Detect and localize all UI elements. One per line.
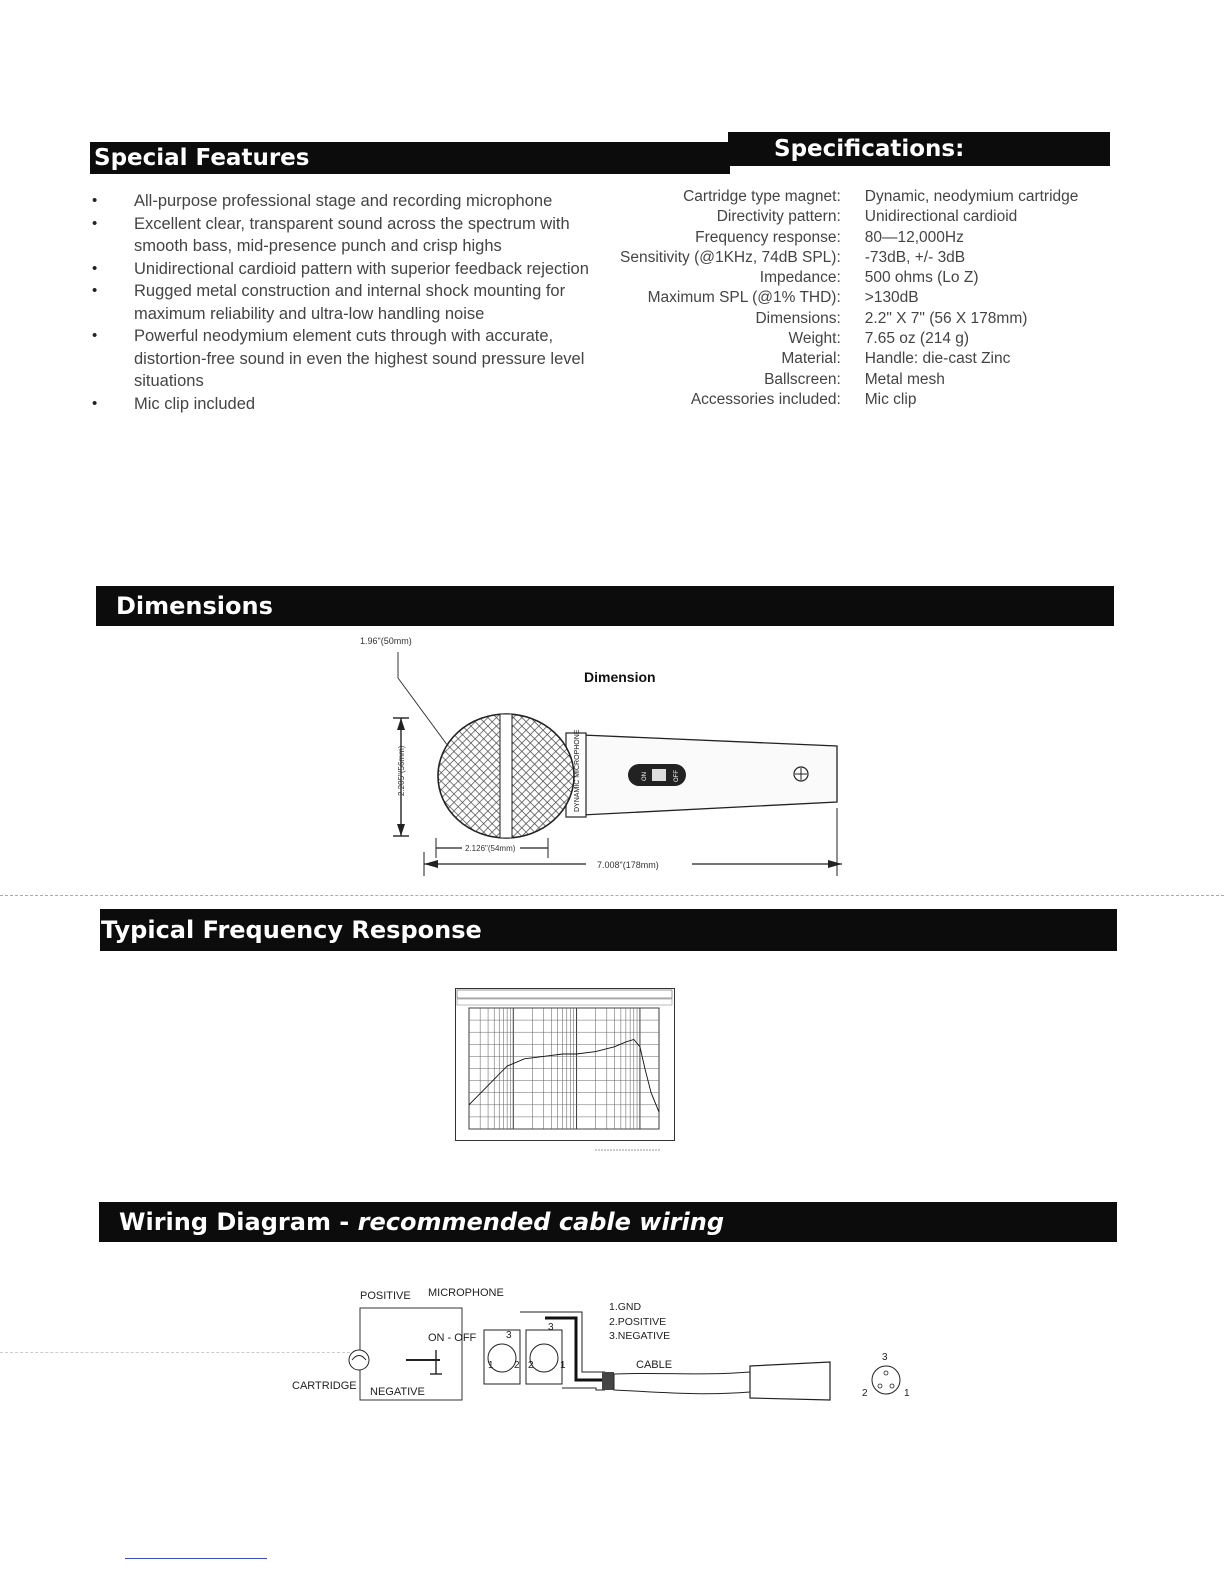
frequency-response-chart bbox=[455, 988, 677, 1156]
length-dimension-label: 7.008"(178mm) bbox=[597, 860, 659, 870]
feature-item: • All-purpose professional stage and recording microphone bbox=[90, 190, 600, 213]
pin-positive-label: 2.POSITIVE bbox=[609, 1316, 667, 1328]
spec-label: Material: bbox=[781, 350, 841, 368]
female-pin-2: 2 bbox=[862, 1388, 868, 1399]
feature-item: • Unidirectional cardioid pattern with superior feedback rejection bbox=[90, 258, 600, 281]
wiring-header-bar bbox=[99, 1202, 1117, 1242]
cable-pin-2: 2 bbox=[528, 1360, 534, 1371]
spec-label: Weight: bbox=[788, 330, 841, 348]
cable-xlr-pins bbox=[530, 1344, 558, 1372]
wiring-diagram bbox=[0, 1270, 1224, 1430]
grille-band bbox=[500, 714, 512, 838]
on-off-switch-slider bbox=[652, 769, 666, 781]
wire-bundle bbox=[562, 1388, 605, 1390]
chart-toolbar bbox=[457, 990, 672, 998]
spec-value: >130dB bbox=[864, 289, 919, 307]
spec-value: -73dB, +/- 3dB bbox=[864, 248, 966, 266]
pin-negative-label: 3.NEGATIVE bbox=[609, 1330, 671, 1342]
female-xlr-plug bbox=[750, 1362, 830, 1400]
dimensions-heading: Dimensions bbox=[116, 592, 273, 620]
mic-pin-2: 2 bbox=[514, 1360, 520, 1371]
mic-pin-1: 1 bbox=[488, 1360, 494, 1371]
length-arrow-right bbox=[828, 860, 842, 868]
female-pin-3: 3 bbox=[882, 1352, 888, 1363]
spec-value: 500 ohms (Lo Z) bbox=[864, 269, 979, 287]
switch-label: ON - OFF bbox=[428, 1332, 477, 1344]
footer-link-underline bbox=[125, 1558, 267, 1559]
special-features-heading: Special Features bbox=[94, 145, 310, 171]
dashed-divider bbox=[0, 895, 1224, 896]
spec-label: Sensitivity (@1KHz, 74dB SPL): bbox=[620, 248, 841, 266]
female-pin-1: 1 bbox=[904, 1388, 910, 1399]
switch-on-label: ON bbox=[642, 772, 648, 781]
spec-label: Frequency response: bbox=[695, 228, 841, 246]
length-arrow-left bbox=[424, 860, 438, 868]
specifications-heading: Specifications: bbox=[774, 136, 965, 162]
height-arrow-up bbox=[397, 718, 405, 730]
spec-label: Maximum SPL (@1% THD): bbox=[647, 289, 841, 307]
spec-value: Metal mesh bbox=[864, 370, 945, 388]
spec-value: Unidirectional cardioid bbox=[864, 208, 1018, 226]
grille-dimension-label: 1.96"(50mm) bbox=[360, 636, 412, 646]
height-dimension-label: 2.205"(56mm) bbox=[397, 745, 406, 796]
female-xlr-face bbox=[872, 1366, 900, 1394]
cable bbox=[614, 1372, 750, 1394]
spec-value: 80—12,000Hz bbox=[864, 228, 964, 246]
spec-label: Impedance: bbox=[759, 269, 841, 287]
wiring-heading-main: Wiring Diagram - bbox=[119, 1208, 358, 1236]
feature-item: • Excellent clear, transparent sound across the spectrum with smooth bass, mid-presence punch and crisp highs bbox=[90, 213, 600, 258]
wiring-heading-sub: recommended cable wiring bbox=[357, 1208, 725, 1236]
spec-label: Directivity pattern: bbox=[716, 208, 841, 226]
spec-value: 2.2" X 7" (56 X 178mm) bbox=[864, 309, 1028, 327]
feature-item: • Mic clip included bbox=[90, 393, 600, 416]
dashed-divider bbox=[0, 1352, 350, 1353]
grille-leader-line bbox=[398, 678, 448, 746]
spec-value: 7.65 oz (214 g) bbox=[864, 330, 970, 348]
cable-label: CABLE bbox=[636, 1359, 673, 1371]
chart-subbar bbox=[457, 999, 672, 1005]
spec-label: Cartridge type magnet: bbox=[683, 188, 841, 205]
positive-label: POSITIVE bbox=[360, 1290, 411, 1302]
wiring-heading bbox=[119, 1208, 724, 1236]
spec-label: Accessories included: bbox=[690, 390, 841, 408]
spec-label: Ballscreen: bbox=[764, 370, 841, 388]
frequency-heading: Typical Frequency Response bbox=[101, 916, 482, 944]
mic-pin-3: 3 bbox=[506, 1330, 512, 1341]
pin-gnd-label: 1.GND bbox=[609, 1301, 642, 1313]
spec-value: Handle: die-cast Zinc bbox=[864, 350, 1011, 368]
microphone-body-label: DYNAMIC MICROPHONE bbox=[574, 729, 581, 812]
head-dimension-label: 2.126"(54mm) bbox=[465, 844, 516, 853]
cable-pin-1: 1 bbox=[560, 1360, 566, 1371]
dimension-title: Dimension bbox=[584, 669, 656, 685]
frequency-header-bar bbox=[100, 909, 1117, 951]
spec-label: Dimensions: bbox=[755, 309, 841, 327]
spec-value: Mic clip bbox=[864, 390, 917, 408]
cartridge-label: CARTRIDGE bbox=[292, 1380, 357, 1392]
switch-off-label: OFF bbox=[674, 770, 680, 782]
height-arrow-down bbox=[397, 824, 405, 836]
spec-value: Dynamic, neodymium cartridge bbox=[864, 188, 1079, 205]
feature-item: • Rugged metal construction and internal shock mounting for maximum reliability and ultra-low handling noise bbox=[90, 280, 600, 325]
microphone-label: MICROPHONE bbox=[428, 1287, 504, 1299]
cable-strain-relief bbox=[602, 1372, 614, 1390]
cable-pin-3: 3 bbox=[548, 1322, 554, 1333]
feature-item: • Powerful neodymium element cuts through with accurate, distortion-free sound in even the highest sound pressure level situations bbox=[90, 325, 600, 393]
negative-label: NEGATIVE bbox=[370, 1386, 425, 1398]
